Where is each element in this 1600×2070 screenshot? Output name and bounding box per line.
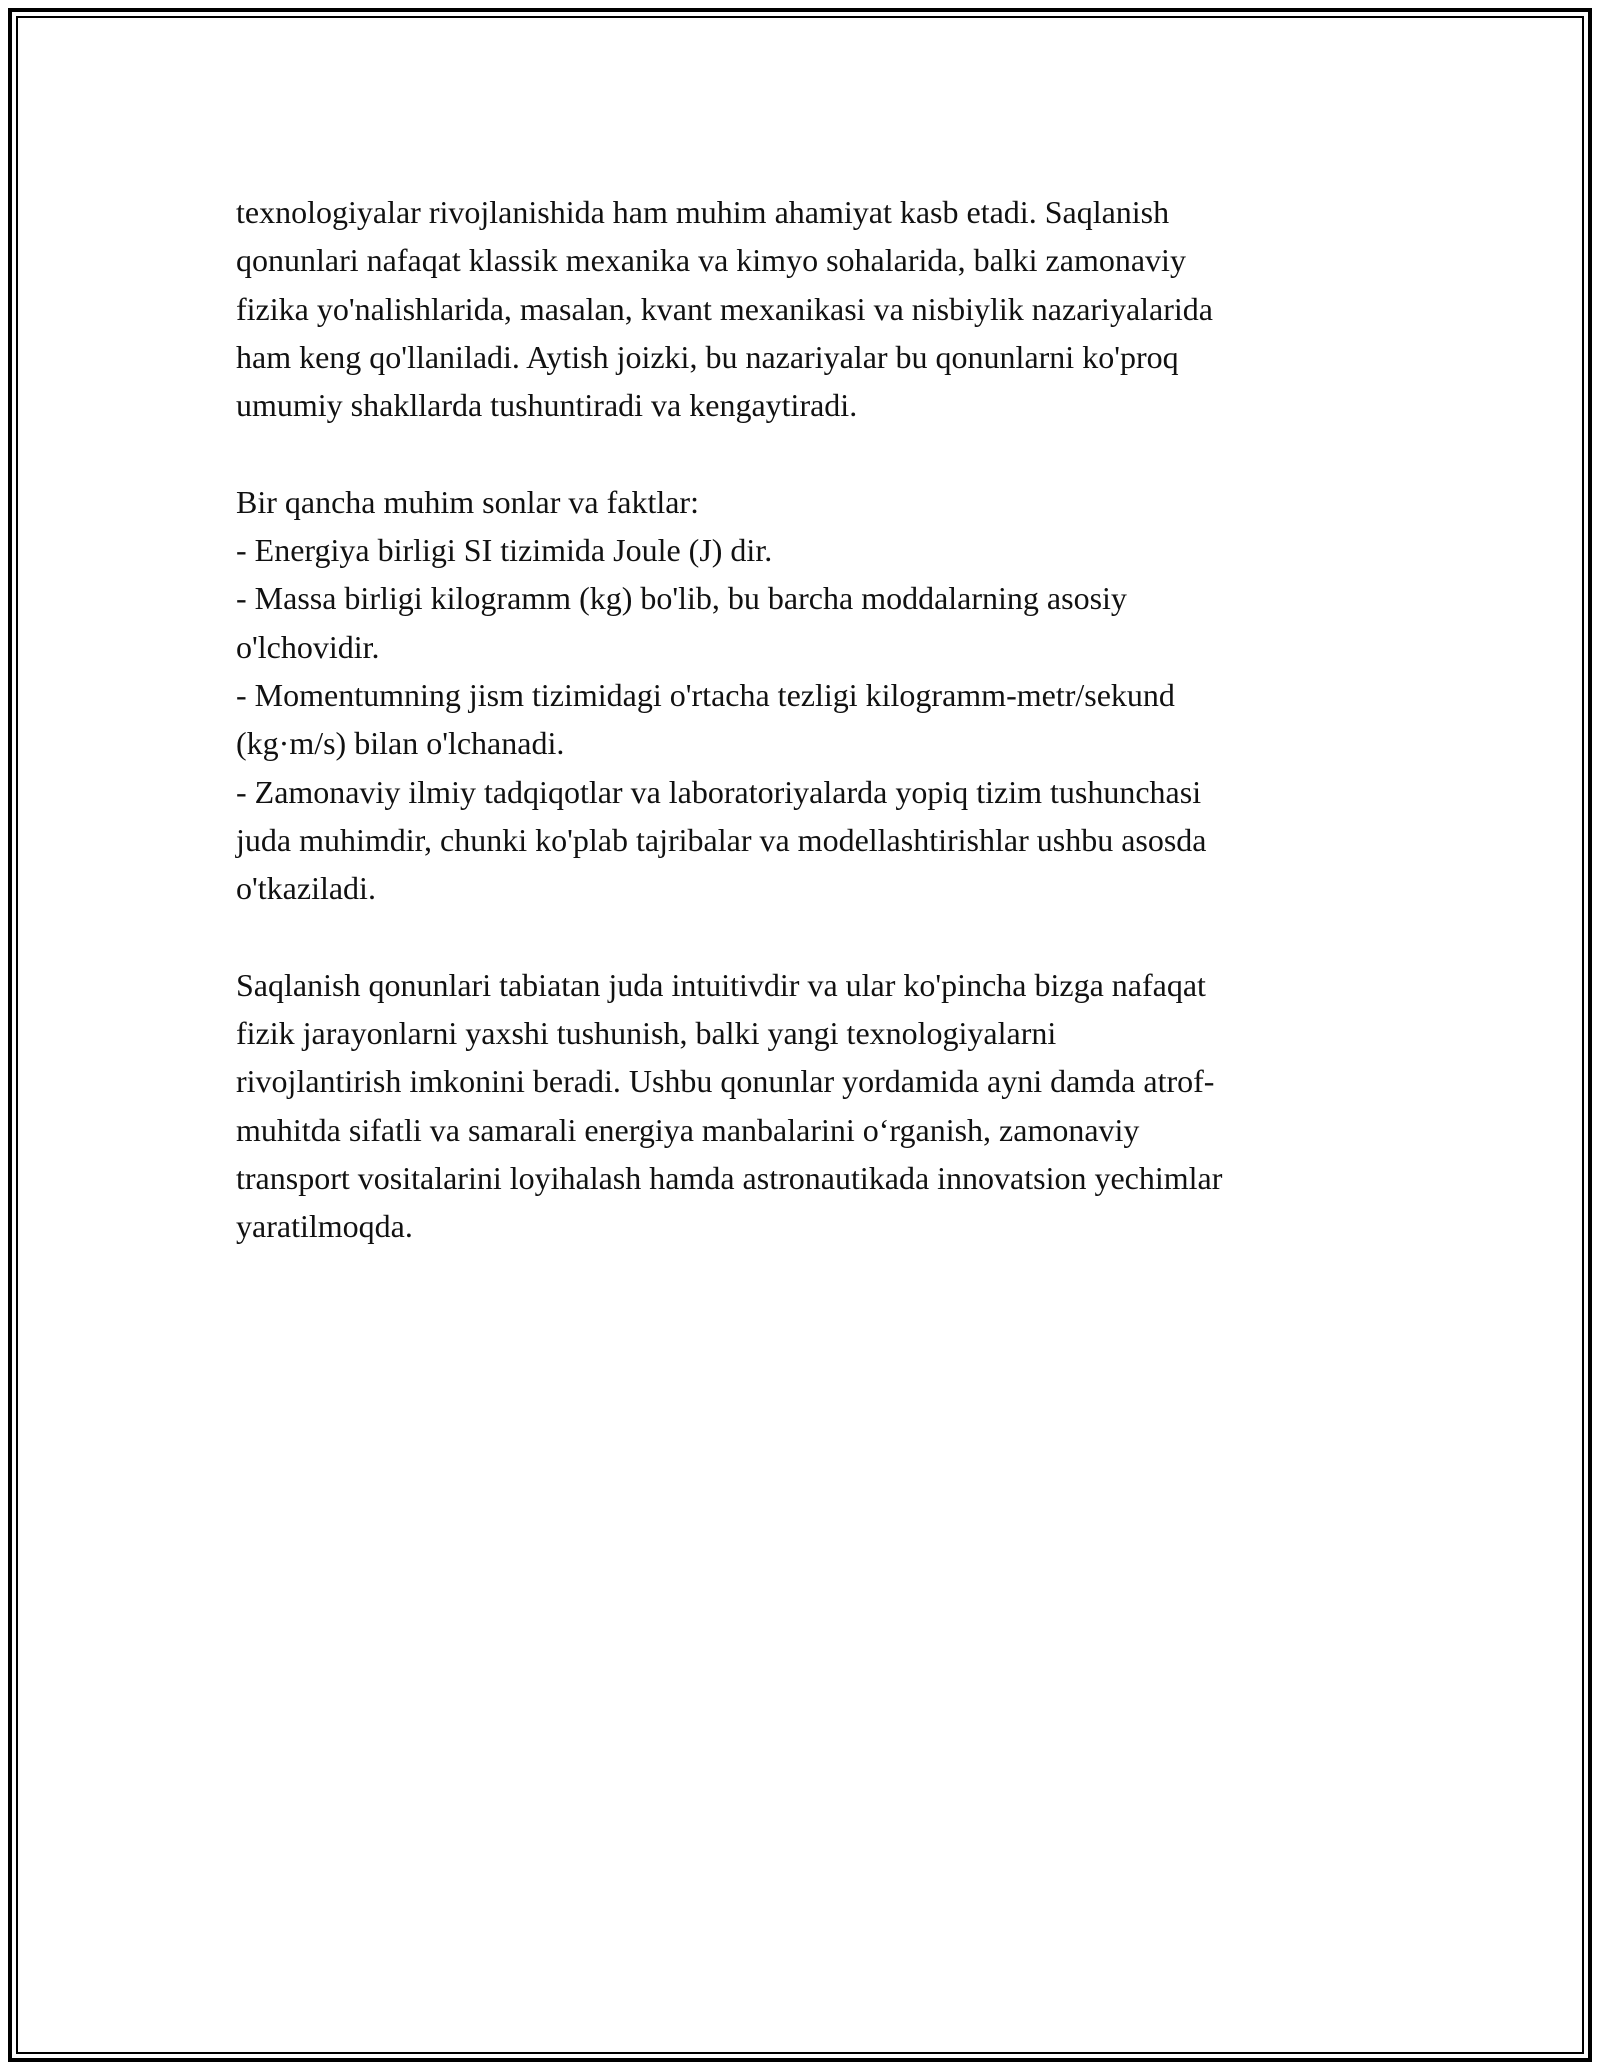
fact-item: [236, 768, 1386, 913]
facts-section: [236, 478, 1386, 913]
text-line: transport vositalarini loyihalash hamda astronautikada innovatsion yechimlar: [236, 1159, 1223, 1196]
intro-paragraph: [236, 188, 1386, 429]
text-line: fizik jarayonlarni yaxshi tushunish, balki yangi texnologiyalarni: [236, 1015, 1057, 1052]
text-line: ham keng qo'llaniladi. Aytish joizki, bu nazariyalar bu qonunlarni ko'proq: [236, 338, 1179, 375]
text-line: - Zamonaviy ilmiy tadqiqotlar va laboratoriyalarda yopiq tizim tushunchasi: [236, 773, 1202, 810]
fact-item: [236, 671, 1386, 768]
closing-paragraph: [236, 961, 1386, 1251]
fact-item: [236, 574, 1386, 671]
paragraph-spacer: [236, 429, 1386, 477]
text-line: muhitda sifatli va samarali energiya manbalarini o‘rganish, zamonaviy: [236, 1111, 1140, 1148]
fact-item: [236, 526, 1386, 574]
facts-heading: Bir qancha muhim sonlar va faktlar:: [236, 483, 699, 520]
text-line: texnologiyalar rivojlanishida ham muhim ahamiyat kasb etadi. Saqlanish: [236, 194, 1170, 230]
text-line: Saqlanish qonunlari tabiatan juda intuitivdir va ular ko'pincha bizga nafaqat: [236, 966, 1206, 1003]
text-line: yaratilmoqda.: [236, 1208, 413, 1245]
text-line: - Energiya birligi SI tizimida Joule (J) dir.: [236, 532, 773, 569]
text-line: umumiy shakllarda tushuntiradi va kengaytiradi.: [236, 387, 858, 424]
text-line: rivojlantirish imkonini beradi. Ushbu qonunlar yordamida ayni damda atrof-: [236, 1063, 1215, 1100]
paragraph-spacer: [236, 912, 1386, 960]
text-line: o'tkaziladi.: [236, 870, 376, 907]
document-body: [236, 188, 1386, 1251]
text-line: - Massa birligi kilogramm (kg) bo'lib, bu barcha moddalarning asosiy: [236, 580, 1127, 617]
text-line: qonunlari nafaqat klassik mexanika va kimyo sohalarida, balki zamonaviy: [236, 242, 1186, 279]
text-line: fizika yo'nalishlarida, masalan, kvant mexanikasi va nisbiylik nazariyalarida: [236, 290, 1213, 327]
text-line: o'lchovidir.: [236, 628, 380, 665]
text-line: - Momentumning jism tizimidagi o'rtacha tezligi kilogramm-metr/sekund: [236, 676, 1175, 713]
text-line: (kg·m/s) bilan o'lchanadi.: [236, 725, 565, 762]
text-line: juda muhimdir, chunki ko'plab tajribalar va modellashtirishlar ushbu asosda: [236, 821, 1207, 858]
